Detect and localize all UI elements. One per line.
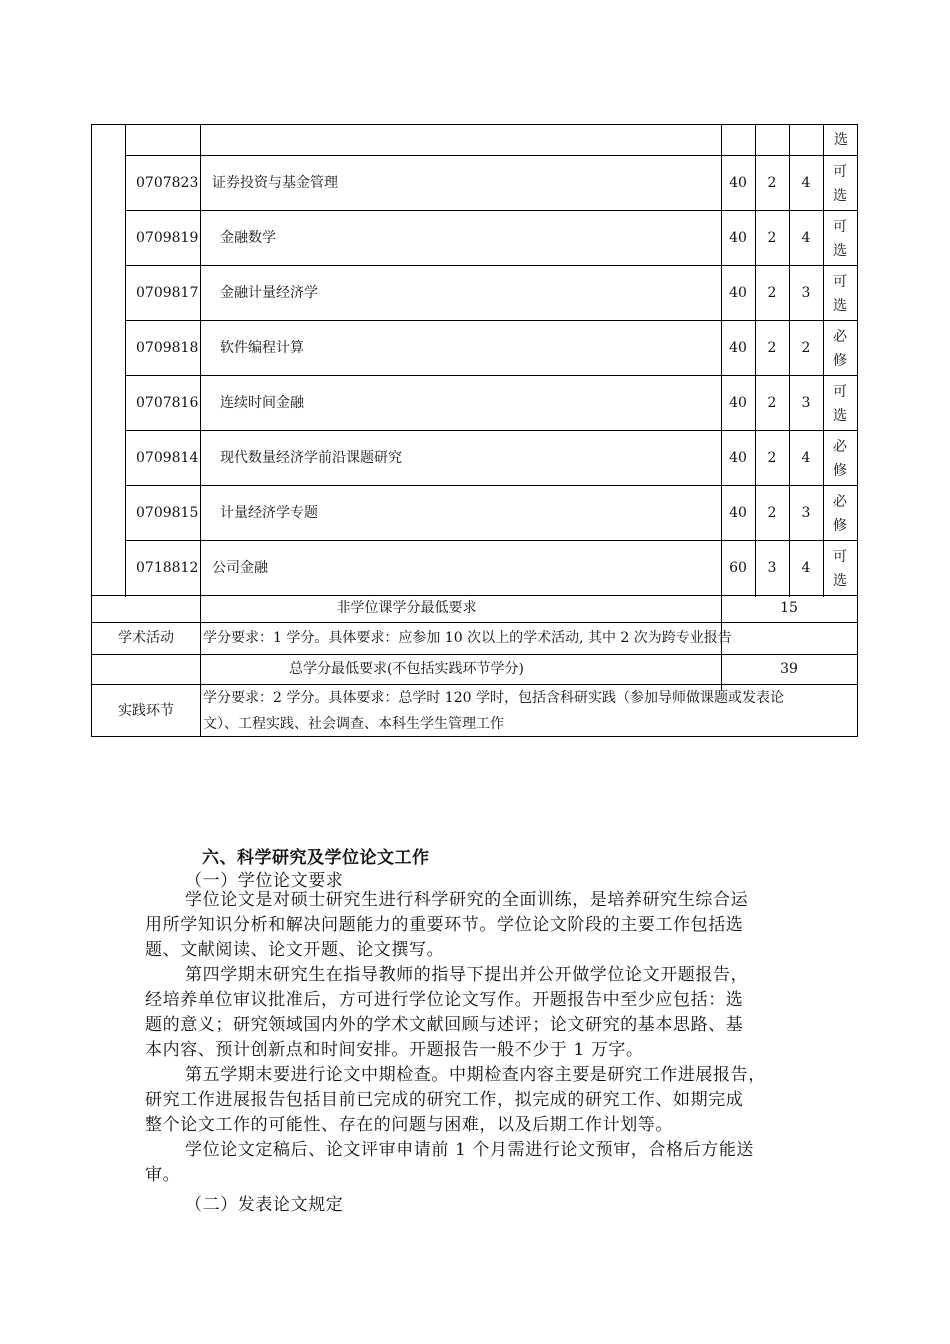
course-semester: 2 (767, 175, 777, 191)
table-divider (125, 320, 857, 321)
course-semester: 2 (767, 395, 777, 411)
course-type-2: 选 (833, 408, 847, 424)
course-name: 金融数学 (220, 230, 276, 246)
course-code: 0709818 (136, 340, 199, 356)
course-hours: 40 (729, 450, 747, 466)
course-type-1: 可 (833, 219, 847, 235)
body-line: 用所学知识分析和解决问题能力的重要环节。学位论文阶段的主要工作包括选 (145, 915, 744, 935)
table-divider (755, 125, 756, 597)
body-line: 经培养单位审议批准后，方可进行学位论文写作。开题报告中至少应包括：选 (145, 990, 744, 1010)
table-divider (125, 375, 857, 376)
table-divider (200, 125, 201, 737)
body-line: 第四学期末研究生在指导教师的指导下提出并公开做学位论文开题报告， (185, 965, 749, 985)
body-line: 题、文献阅读、论文开题、论文撰写。 (145, 940, 445, 960)
course-type-1: 必 (833, 494, 847, 510)
type-cell: 选 (834, 132, 848, 148)
course-type-1: 必 (833, 439, 847, 455)
course-type-1: 可 (833, 274, 847, 290)
course-name: 连续时间金融 (220, 395, 304, 411)
table-divider (125, 485, 857, 486)
body-line: 本内容、预计创新点和时间安排。开题报告一般不少于 1 万字。 (145, 1040, 644, 1060)
academic-label: 学术活动 (118, 630, 174, 646)
course-credits: 4 (801, 230, 811, 246)
table-divider (92, 684, 857, 685)
course-hours: 40 (729, 230, 747, 246)
subheading-1: （一）学位论文要求 (185, 871, 344, 891)
practice-text-line1: 学分要求：2 学分。具体要求：总学时 120 学时，包括含科研实践（参加导师做课题或发表论 (203, 690, 784, 706)
course-type-1: 可 (833, 549, 847, 565)
practice-label: 实践环节 (118, 703, 174, 719)
course-code: 0718812 (136, 560, 199, 576)
body-line: 研究工作进展报告包括目前已完成的研究工作，拟完成的研究工作、如期完成 (145, 1090, 744, 1110)
course-credits: 4 (801, 560, 811, 576)
course-name: 计量经济学专题 (220, 505, 318, 521)
course-credits: 2 (801, 340, 811, 356)
course-code: 0709815 (136, 505, 199, 521)
course-semester: 3 (767, 560, 777, 576)
course-type-1: 可 (833, 164, 847, 180)
table-divider (789, 125, 790, 597)
course-hours: 60 (729, 560, 747, 576)
course-code: 0707823 (136, 175, 199, 191)
course-name: 公司金融 (212, 560, 268, 576)
body-line: 学位论文是对硕士研究生进行科学研究的全面训练，是培养研究生综合运 (185, 890, 749, 910)
course-credits: 3 (801, 395, 811, 411)
course-code: 0709817 (136, 285, 199, 301)
non-degree-min-value: 15 (780, 600, 798, 616)
course-name: 现代数量经济学前沿课题研究 (220, 450, 402, 466)
course-table (91, 124, 858, 737)
body-line: 整个论文工作的可能性、存在的问题与困难，以及后期工作计划等。 (145, 1115, 673, 1135)
course-hours: 40 (729, 340, 747, 356)
course-code: 0707816 (136, 395, 199, 411)
course-hours: 40 (729, 505, 747, 521)
course-type-2: 选 (833, 188, 847, 204)
course-semester: 2 (767, 450, 777, 466)
table-divider (125, 430, 857, 431)
course-name: 金融计量经济学 (220, 285, 318, 301)
course-type-1: 必 (833, 329, 847, 345)
course-type-2: 修 (833, 463, 847, 479)
body-line: 审。 (145, 1165, 181, 1185)
course-credits: 3 (801, 285, 811, 301)
course-type-1: 可 (833, 384, 847, 400)
table-divider (92, 595, 857, 596)
course-type-2: 选 (833, 243, 847, 259)
section-heading: 六、科学研究及学位论文工作 (202, 848, 430, 868)
course-semester: 2 (767, 230, 777, 246)
table-divider (125, 265, 857, 266)
course-semester: 2 (767, 505, 777, 521)
course-name: 证券投资与基金管理 (212, 175, 338, 191)
course-credits: 4 (801, 450, 811, 466)
table-divider (125, 155, 857, 156)
body-line: 第五学期末要进行论文中期检查。中期检查内容主要是研究工作进展报告， (185, 1065, 766, 1085)
course-semester: 2 (767, 340, 777, 356)
table-divider (125, 125, 126, 597)
course-type-2: 修 (833, 518, 847, 534)
subheading-2: （二）发表论文规定 (185, 1195, 344, 1215)
course-credits: 4 (801, 175, 811, 191)
table-divider (125, 210, 857, 211)
course-hours: 40 (729, 175, 747, 191)
course-code: 0709814 (136, 450, 199, 466)
table-divider (125, 540, 857, 541)
total-min-label: 总学分最低要求(不包括实践环节学分) (289, 661, 524, 677)
table-divider (92, 654, 857, 655)
course-hours: 40 (729, 395, 747, 411)
body-line: 学位论文定稿后、论文评审申请前 1 个月需进行论文预审，合格后方能送 (185, 1140, 755, 1160)
course-code: 0709819 (136, 230, 199, 246)
course-type-2: 选 (833, 573, 847, 589)
course-type-2: 修 (833, 353, 847, 369)
total-min-value: 39 (780, 661, 798, 677)
body-line: 题的意义；研究领域国内外的学术文献回顾与述评；论文研究的基本思路、基 (145, 1015, 744, 1035)
course-name: 软件编程计算 (220, 340, 304, 356)
table-divider (92, 622, 857, 623)
course-type-2: 选 (833, 298, 847, 314)
course-credits: 3 (801, 505, 811, 521)
practice-text-line2: 文）、工程实践、社会调查、本科生学生管理工作 (203, 716, 504, 732)
course-hours: 40 (729, 285, 747, 301)
academic-text: 学分要求：1 学分。具体要求：应参加 10 次以上的学术活动, 其中 2 次为跨专业报告 (203, 630, 732, 646)
non-degree-min-label: 非学位课学分最低要求 (336, 600, 477, 616)
course-semester: 2 (767, 285, 777, 301)
